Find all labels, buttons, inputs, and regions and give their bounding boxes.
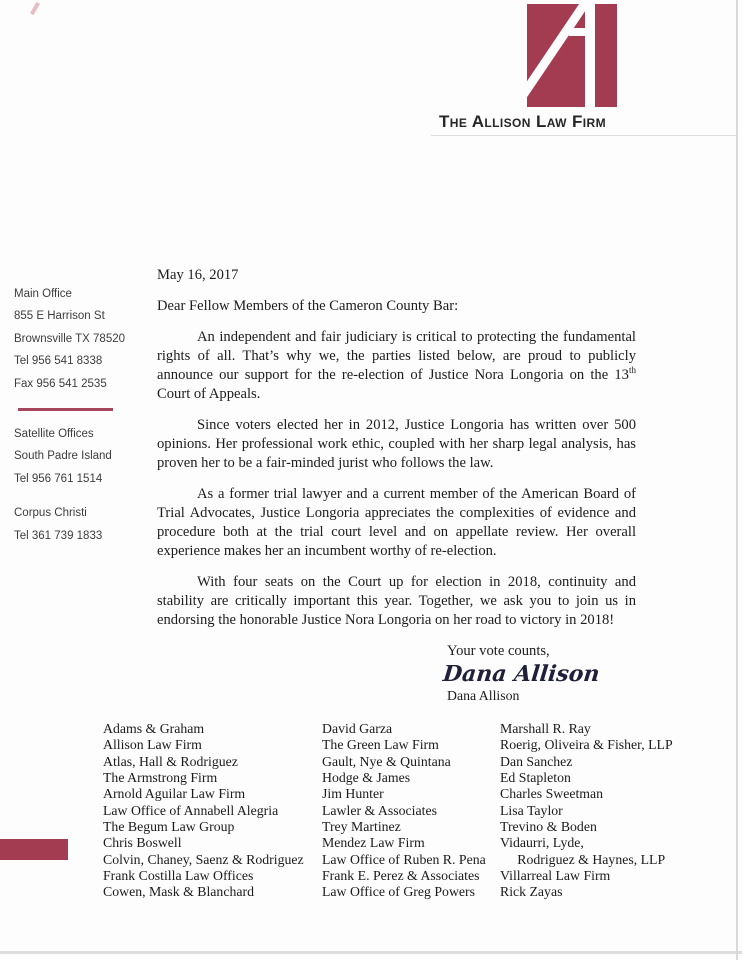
list-item: Frank Costilla Law Offices xyxy=(103,868,254,884)
endorsers-column-1 xyxy=(103,721,304,901)
list-item: Brownsville TX 78520 xyxy=(14,332,126,345)
pen-mark xyxy=(30,2,40,15)
logo-crossbar-stroke xyxy=(569,28,586,36)
scan-edge-right xyxy=(736,0,738,960)
firm-name: The Allison Law Firm xyxy=(439,112,606,131)
list-item: David Garza xyxy=(322,721,393,736)
list-item: Tel 956 541 8338 xyxy=(14,355,103,368)
paragraph-1 xyxy=(157,328,636,404)
list-item: Dan Sanchez xyxy=(500,753,573,769)
salutation: Dear Fellow Members of the Cameron County Bar: xyxy=(157,298,459,314)
list-item: Colvin, Chaney, Saenz & Rodriguez xyxy=(103,851,304,867)
list-item: Allison Law Firm xyxy=(103,737,202,753)
list-item: Trevino & Boden xyxy=(500,819,597,835)
paragraph-2: Since voters elected her in 2012, Justice Longoria has written over 500 opinions. Her professional work ethic, coupled with her sharp legal analysis, has proven her to be a fair-minded jurist who follows the law. xyxy=(157,417,636,471)
letter-body xyxy=(157,266,636,705)
list-item: Hodge & James xyxy=(322,770,411,786)
office-info-sidebar xyxy=(14,283,144,547)
corpus-christi-lines xyxy=(14,502,144,547)
list-item: Cowen, Mask & Blanchard xyxy=(103,884,254,900)
allison-law-firm-logo-icon xyxy=(527,4,617,107)
scan-edge-bottom xyxy=(0,951,742,954)
logo-vertical-stroke xyxy=(585,4,595,107)
list-item: Law Office of Annabell Alegria xyxy=(103,802,279,818)
list-item: Trey Martinez xyxy=(322,819,401,835)
main-office-label: Main Office xyxy=(14,288,72,300)
signature-typed-name: Dana Allison xyxy=(447,688,520,703)
list-item: Villarreal Law Firm xyxy=(500,868,611,884)
ordinal-superscript: th xyxy=(628,365,636,376)
paragraph-1-text: An independent and fair judiciary is critical to protecting the fundamental rights of all. That’s why we, the parties listed below, are proud to publicly announce our support for the re-election of Justice Nora Longoria on the 13 xyxy=(157,329,636,383)
sidebar-divider xyxy=(18,408,113,411)
list-item: Atlas, Hall & Rodriguez xyxy=(103,753,238,769)
list-item: Lawler & Associates xyxy=(322,802,437,818)
letter-date: May 16, 2017 xyxy=(157,267,239,283)
list-item: Mendez Law Firm xyxy=(322,835,425,851)
paragraph-4: With four seats on the Court up for election in 2018, continuity and stability are critically important this year. Together, we ask you to join us in endorsing the honorable Justice Nora Longoria on her road to victory in 2018! xyxy=(157,574,636,628)
list-item: Corpus Christi xyxy=(14,507,87,520)
endorser-list-2 xyxy=(322,721,486,901)
list-item: Rick Zayas xyxy=(500,884,563,900)
list-item: Tel 361 739 1833 xyxy=(14,529,103,542)
list-item: Lisa Taylor xyxy=(500,802,563,818)
signature-handwritten: Dana Allison xyxy=(441,661,601,687)
list-item: Gault, Nye & Quintana xyxy=(322,753,451,769)
satellite-office-lines xyxy=(14,445,144,490)
list-item: The Armstrong Firm xyxy=(103,770,218,786)
list-item: Frank E. Perez & Associates xyxy=(322,868,480,884)
list-item: Charles Sweetman xyxy=(500,786,604,802)
list-item: Jim Hunter xyxy=(322,786,384,802)
list-item: The Begum Law Group xyxy=(103,819,235,835)
list-item: Rodriguez & Haynes, LLP xyxy=(500,851,666,867)
endorsers-column-2 xyxy=(322,721,486,901)
list-item: Vidaurri, Lyde, xyxy=(500,835,584,851)
paragraph-1-end: Court of Appeals. xyxy=(157,386,261,402)
main-office-lines xyxy=(14,305,144,395)
list-item: Chris Boswell xyxy=(103,835,182,851)
endorsers-column-3 xyxy=(500,721,673,901)
letterhead-rule xyxy=(431,135,738,136)
list-item: Law Office of Greg Powers xyxy=(322,884,475,900)
list-item: Adams & Graham xyxy=(103,721,205,736)
endorser-list-1 xyxy=(103,721,304,901)
satellite-offices-label: Satellite Offices xyxy=(14,428,94,441)
paragraph-3: As a former trial lawyer and a current member of the American Board of Trial Advocates, Justice Longoria appreciates the complexities of evidence and procedure both at the trial court level and on appellate review. Her overall experience makes her an incumbent worthy of re-election. xyxy=(157,486,636,559)
list-item: Arnold Aguilar Law Firm xyxy=(103,786,246,802)
list-item: Marshall R. Ray xyxy=(500,721,591,736)
list-item: Fax 956 541 2535 xyxy=(14,377,107,390)
list-item: The Green Law Firm xyxy=(322,737,439,753)
maroon-corner-bar xyxy=(0,839,68,860)
list-item: Tel 956 761 1514 xyxy=(14,472,103,485)
list-item: Law Office of Ruben R. Pena xyxy=(322,851,486,867)
closing-line: Your vote counts, xyxy=(447,643,550,659)
endorser-list-3 xyxy=(500,721,673,901)
list-item: Roerig, Oliveira & Fisher, LLP xyxy=(500,737,673,753)
list-item: 855 E Harrison St xyxy=(14,310,105,323)
list-item: Ed Stapleton xyxy=(500,770,571,786)
list-item: South Padre Island xyxy=(14,450,112,463)
